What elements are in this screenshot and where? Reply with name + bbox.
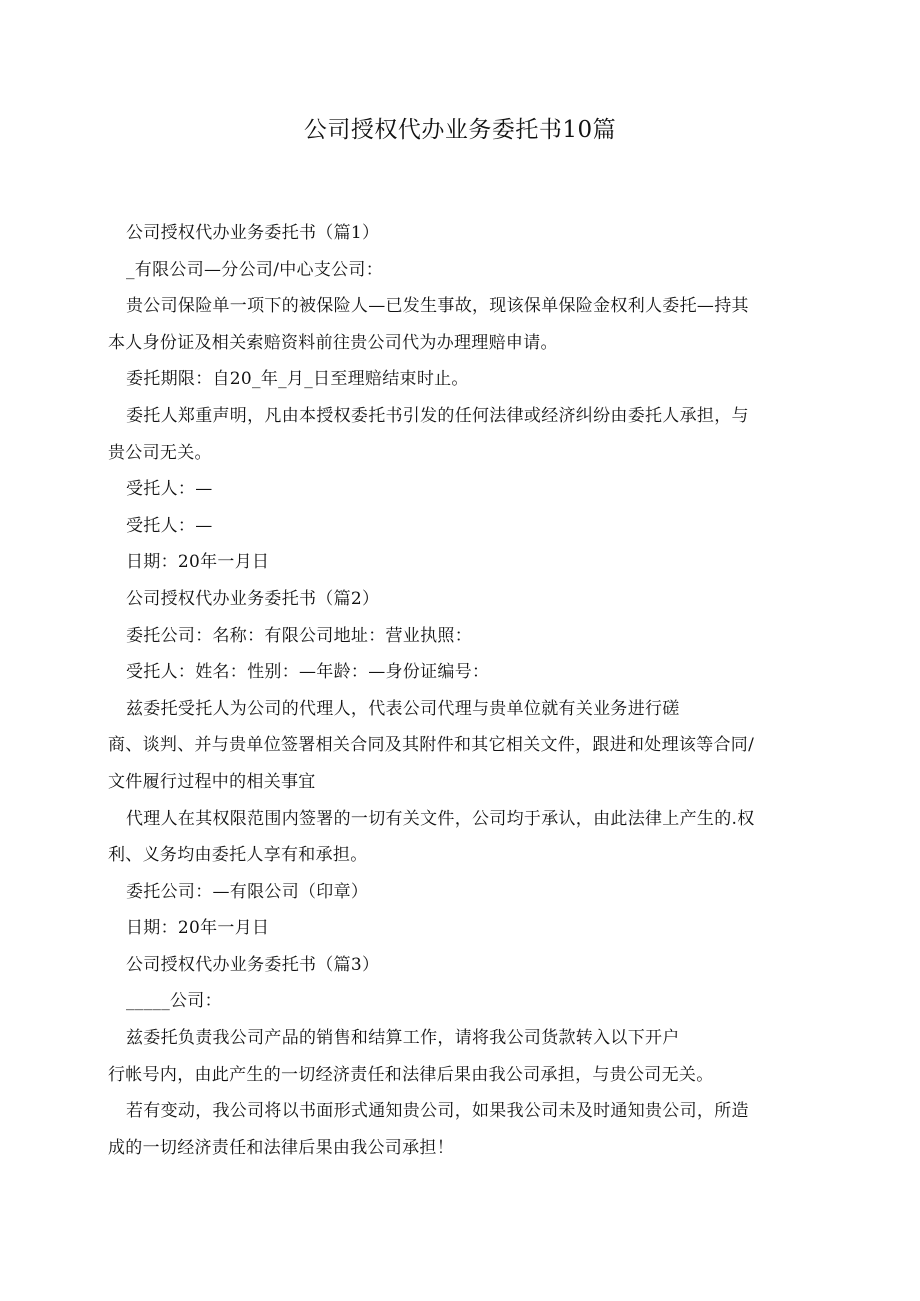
paragraph-line: 兹委托负责我公司产品的销售和结算工作，请将我公司货款转入以下开户 xyxy=(126,1028,680,1049)
recipient-line: _____公司： xyxy=(126,991,222,1012)
paragraph-line: 兹委托受托人为公司的代理人，代表公司代理与贵单位就有关业务进行磋 xyxy=(126,698,680,719)
section-heading-2: 公司授权代办业务委托书（篇2） xyxy=(126,588,380,609)
paragraph-line: 商、谈判、并与贵单位签署相关合同及其附件和其它相关文件，跟进和处理该等合同/ xyxy=(108,735,755,756)
paragraph-line: 成的一切经济责任和法律后果由我公司承担！ xyxy=(108,1137,454,1158)
paragraph-line: 代理人在其权限范围内签署的一切有关文件，公司均于承认，由此法律上产生的.权 xyxy=(126,808,755,829)
paragraph-line: 委托公司：名称：有限公司地址：营业执照： xyxy=(126,625,472,646)
paragraph-line: 委托期限：自20_年_月_日至理赔结束时止。 xyxy=(126,369,469,390)
paragraph-line: 若有变动，我公司将以书面形式通知贵公司，如果我公司未及时通知贵公司，所造 xyxy=(126,1101,749,1122)
section-heading-1: 公司授权代办业务委托书（篇1） xyxy=(126,223,380,243)
paragraph-line: 本人身份证及相关索赔资料前往贵公司代为办理理赔申请。 xyxy=(108,332,558,353)
paragraph-line: 贵公司保险单一项下的被保险人—已发生事故，现该保单保险金权利人委托—持其 xyxy=(126,296,749,317)
recipient-line: _有限公司—分公司/中心支公司： xyxy=(126,259,384,280)
section-heading-3: 公司授权代办业务委托书（篇3） xyxy=(126,954,380,975)
signature-line: 受托人：— xyxy=(126,515,213,536)
paragraph-line: 贵公司无关。 xyxy=(108,442,212,463)
date-line: 日期：20年一月日 xyxy=(126,552,270,573)
document-title: 公司授权代办业务委托书10篇 xyxy=(303,117,617,143)
paragraph-line: 行帐号内，由此产生的一切经济责任和法律后果由我公司承担，与贵公司无关。 xyxy=(108,1064,714,1085)
document-body xyxy=(108,215,808,1166)
paragraph-line: 利、义务均由委托人享有和承担。 xyxy=(108,845,368,866)
paragraph-line: 文件履行过程中的相关事宜 xyxy=(108,771,316,792)
signature-line: 受托人：— xyxy=(126,479,213,500)
date-line: 日期：20年一月日 xyxy=(126,918,270,939)
signature-line: 委托公司：—有限公司（印章） xyxy=(126,881,369,902)
paragraph-line: 委托人郑重声明，凡由本授权委托书引发的任何法律或经济纠纷由委托人承担，与 xyxy=(126,405,749,426)
paragraph-line: 受托人：姓名：性别：—年龄：—身份证编号： xyxy=(126,662,490,683)
